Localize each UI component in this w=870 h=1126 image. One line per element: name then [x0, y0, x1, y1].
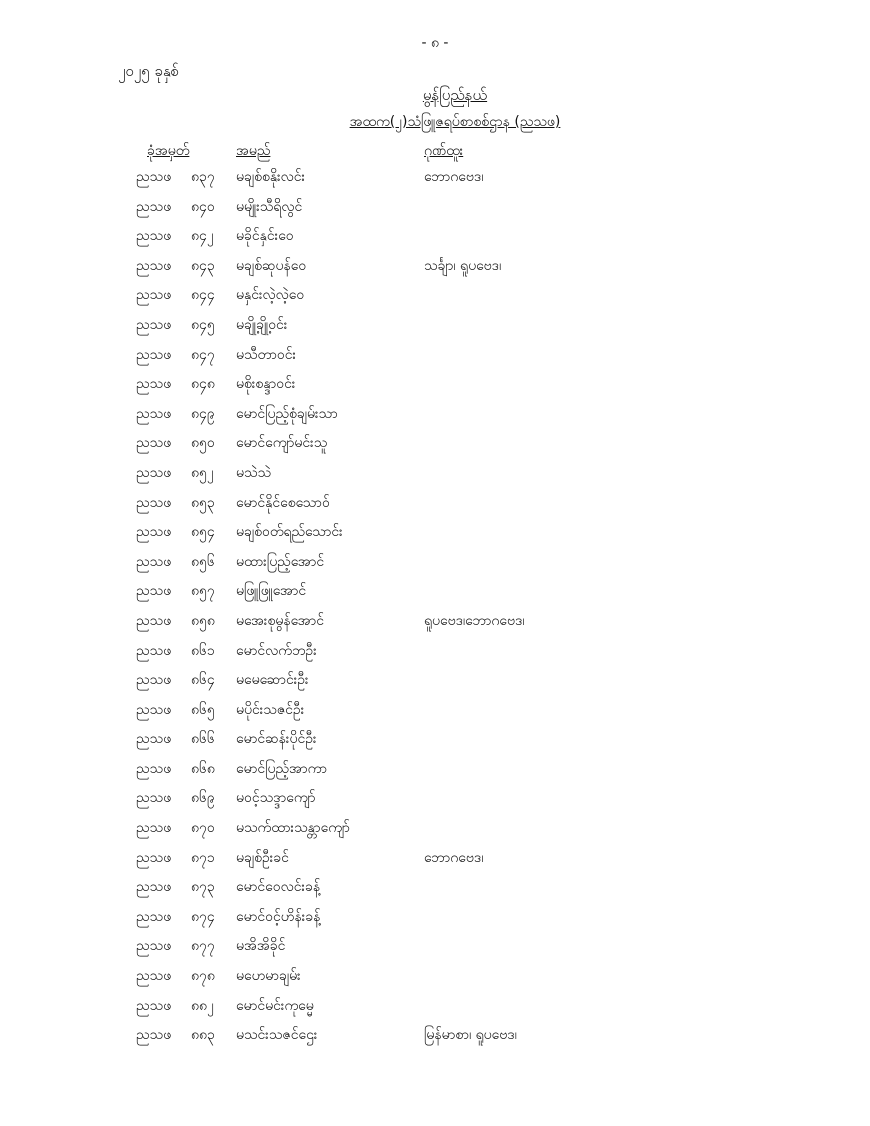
- student-name: မအေးစုမွန်အောင်: [236, 612, 325, 629]
- table-row: [0, 256, 870, 286]
- table-row: [0, 877, 870, 907]
- roll-prefix: ညသဖ: [136, 1027, 172, 1044]
- roll-prefix: ညသဖ: [136, 612, 172, 629]
- table-row: [0, 759, 870, 789]
- roll-prefix: ညသဖ: [136, 820, 172, 837]
- roll-number: ၈၅၄: [191, 524, 215, 541]
- table-row: [0, 818, 870, 848]
- table-row: [0, 226, 870, 256]
- roll-number: ၈၆၄: [191, 672, 215, 689]
- roll-number: ၈၄၇: [191, 346, 215, 363]
- roll-prefix: ညသဖ: [136, 198, 172, 215]
- roll-prefix: ညသဖ: [136, 257, 172, 274]
- student-name: မောင်လက်ဘဦး: [236, 642, 317, 659]
- roll-number: ၈၇၃: [191, 879, 215, 896]
- distinction: ဘောဂဗေဒ၊: [424, 849, 484, 866]
- roll-number: ၈၆၈: [191, 760, 215, 777]
- roll-number: ၈၇၁: [191, 849, 215, 866]
- student-name: မချို့ချို့ဝင်း: [236, 316, 288, 333]
- table-row: [0, 522, 870, 552]
- student-name: မဝင့်သဒ္ဒာကျော်: [236, 790, 316, 807]
- roll-number: ၈၄၉: [191, 405, 215, 422]
- header-distinction: ဂုဏ်ထူး: [424, 143, 464, 159]
- roll-prefix: ညသဖ: [136, 464, 172, 481]
- student-name: မစိုးစန္ဒာဝင်း: [236, 376, 296, 393]
- roll-prefix: ညသဖ: [136, 228, 172, 245]
- roll-number: ၈၇၄: [191, 908, 215, 925]
- page-title: မွန်ပြည်နယ်: [422, 86, 488, 104]
- roll-number: ၈၅၀: [191, 435, 215, 452]
- roll-prefix: ညသဖ: [136, 316, 172, 333]
- student-name: မမျိုးသီရိလွင်: [236, 198, 303, 215]
- student-name: မဖြူဖြူအောင်: [236, 583, 307, 600]
- roll-number: ၈၆၁: [191, 642, 215, 659]
- roll-prefix: ညသဖ: [136, 287, 172, 304]
- roll-number: ၈၅၆: [191, 553, 215, 570]
- page-number: - ၈ -: [421, 35, 449, 51]
- roll-number: ၈၄၂: [191, 228, 214, 245]
- roll-number: ၈၃၇: [191, 169, 215, 185]
- student-name: မမေဆောင်းဦး: [236, 672, 309, 689]
- roll-prefix: ညသဖ: [136, 908, 172, 925]
- table-header: [0, 141, 870, 163]
- student-name: မချစ်ဝတ်ရည်သောင်း: [236, 524, 343, 541]
- roll-number: ၈၄၅: [191, 316, 215, 333]
- table-row: [0, 848, 870, 878]
- roll-prefix: ညသဖ: [136, 435, 172, 452]
- table-row: [0, 641, 870, 671]
- roll-prefix: ညသဖ: [136, 524, 172, 541]
- table-row: [0, 463, 870, 493]
- table-row: [0, 936, 870, 966]
- student-name: မခိုင်နှင်းဝေ: [236, 228, 294, 245]
- roll-number: ၈၅၃: [191, 494, 215, 511]
- roll-prefix: ညသဖ: [136, 997, 172, 1014]
- distinction: ရူပဗေဒ၊ဘောဂဗေဒ၊: [424, 612, 525, 629]
- roll-prefix: ညသဖ: [136, 731, 172, 748]
- distinction: မြန်မာစာ၊ ရူပဗေဒ၊: [424, 1027, 517, 1044]
- student-name: မောင်ဝင့်ဟိန်းခန့်: [236, 908, 321, 925]
- roll-number: ၈၈၃: [191, 1027, 215, 1044]
- table-row: [0, 552, 870, 582]
- roll-prefix: ညသဖ: [136, 701, 172, 718]
- student-name: မောင်ပြည့်စုံချမ်းသာ: [236, 405, 338, 422]
- table-row: [0, 670, 870, 700]
- table-row: [0, 907, 870, 937]
- roll-number: ၈၄၀: [191, 198, 215, 215]
- roll-prefix: ညသဖ: [136, 642, 172, 659]
- roll-prefix: ညသဖ: [136, 672, 172, 689]
- student-name: မပိုင်းသဇင်ဦး: [236, 701, 305, 718]
- student-name: မောင်ပြည့်အာကာ: [236, 760, 328, 777]
- header-name: အမည်: [236, 143, 271, 159]
- roll-prefix: ညသဖ: [136, 938, 172, 955]
- results-list: [0, 167, 870, 1055]
- exam-centre-title: အထက(၂)သံဖြူဇရပ်စာစစ်ဌာန (ညသဖ): [349, 114, 561, 130]
- table-row: [0, 581, 870, 611]
- student-name: မသင်းသဇင်ဌေး: [236, 1027, 318, 1044]
- roll-prefix: ညသဖ: [136, 405, 172, 422]
- student-name: မချစ်ဦးခင်: [236, 849, 289, 866]
- table-row: [0, 197, 870, 227]
- roll-prefix: ညသဖ: [136, 849, 172, 866]
- table-row: [0, 788, 870, 818]
- roll-number: ၈၇၇: [191, 938, 215, 955]
- student-name: မောင်မင်းကုမ္မေ: [236, 997, 314, 1014]
- table-row: [0, 611, 870, 641]
- distinction: သင်္ချာ၊ ရူပဗေဒ၊: [424, 257, 502, 274]
- roll-number: ၈၆၉: [191, 790, 215, 807]
- roll-number: ၈၆၅: [191, 701, 215, 718]
- roll-prefix: ညသဖ: [136, 494, 172, 511]
- roll-number: ၈၅၈: [191, 612, 215, 629]
- roll-number: ၈၆၆: [191, 731, 215, 748]
- roll-prefix: ညသဖ: [136, 968, 172, 985]
- student-name: မနှင်းလဲ့လဲ့ဝေ: [236, 287, 305, 304]
- roll-number: ၈၄၈: [191, 376, 215, 393]
- table-row: [0, 167, 870, 197]
- distinction: ဘောဂဗေဒ၊: [424, 169, 484, 185]
- roll-number: ၈၄၃: [191, 257, 215, 274]
- student-name: မောင်ဆန်းပိုင်ဦး: [236, 731, 317, 748]
- roll-prefix: ညသဖ: [136, 346, 172, 363]
- student-name: မသဲသဲ: [236, 464, 272, 481]
- student-name: မဟေမာချမ်း: [236, 968, 301, 985]
- table-row: [0, 966, 870, 996]
- table-row: [0, 996, 870, 1026]
- table-row: [0, 374, 870, 404]
- table-row: [0, 700, 870, 730]
- roll-number: ၈၇၈: [191, 968, 215, 985]
- roll-prefix: ညသဖ: [136, 879, 172, 896]
- exam-year: ၂၀၂၅ ခုနှစ်: [118, 62, 180, 80]
- table-row: [0, 345, 870, 375]
- student-name: မအိအိခိုင်: [236, 938, 286, 955]
- student-name: မချစ်စနိုးလင်း: [236, 169, 306, 185]
- roll-number: ၈၄၄: [191, 287, 215, 304]
- roll-number: ၈၈၂: [191, 997, 214, 1014]
- student-name: မောင်ကျော်မင်းသူ: [236, 435, 328, 452]
- roll-number: ၈၅၂: [191, 464, 214, 481]
- roll-number: ၈၅၇: [191, 583, 215, 600]
- table-row: [0, 285, 870, 315]
- roll-prefix: ညသဖ: [136, 376, 172, 393]
- student-name: မသက်ထားသန္တာကျော်: [236, 820, 350, 837]
- table-row: [0, 433, 870, 463]
- student-name: မောင်ဝေလင်းခန့်: [236, 879, 321, 896]
- student-name: မောင်နိုင်စေသောဝ်: [236, 494, 330, 511]
- table-row: [0, 1025, 870, 1055]
- table-row: [0, 493, 870, 523]
- roll-prefix: ညသဖ: [136, 790, 172, 807]
- table-row: [0, 404, 870, 434]
- table-row: [0, 729, 870, 759]
- roll-prefix: ညသဖ: [136, 169, 172, 185]
- header-roll-number: ခုံအမှတ်: [147, 143, 190, 159]
- roll-prefix: ညသဖ: [136, 553, 172, 570]
- roll-prefix: ညသဖ: [136, 583, 172, 600]
- table-row: [0, 315, 870, 345]
- student-name: မထားပြည့်အောင်: [236, 553, 325, 570]
- student-name: မသီတာဝင်း: [236, 346, 297, 363]
- student-name: မချစ်ဆုပန်ဝေ: [236, 257, 307, 274]
- roll-prefix: ညသဖ: [136, 760, 172, 777]
- roll-number: ၈၇၀: [191, 820, 215, 837]
